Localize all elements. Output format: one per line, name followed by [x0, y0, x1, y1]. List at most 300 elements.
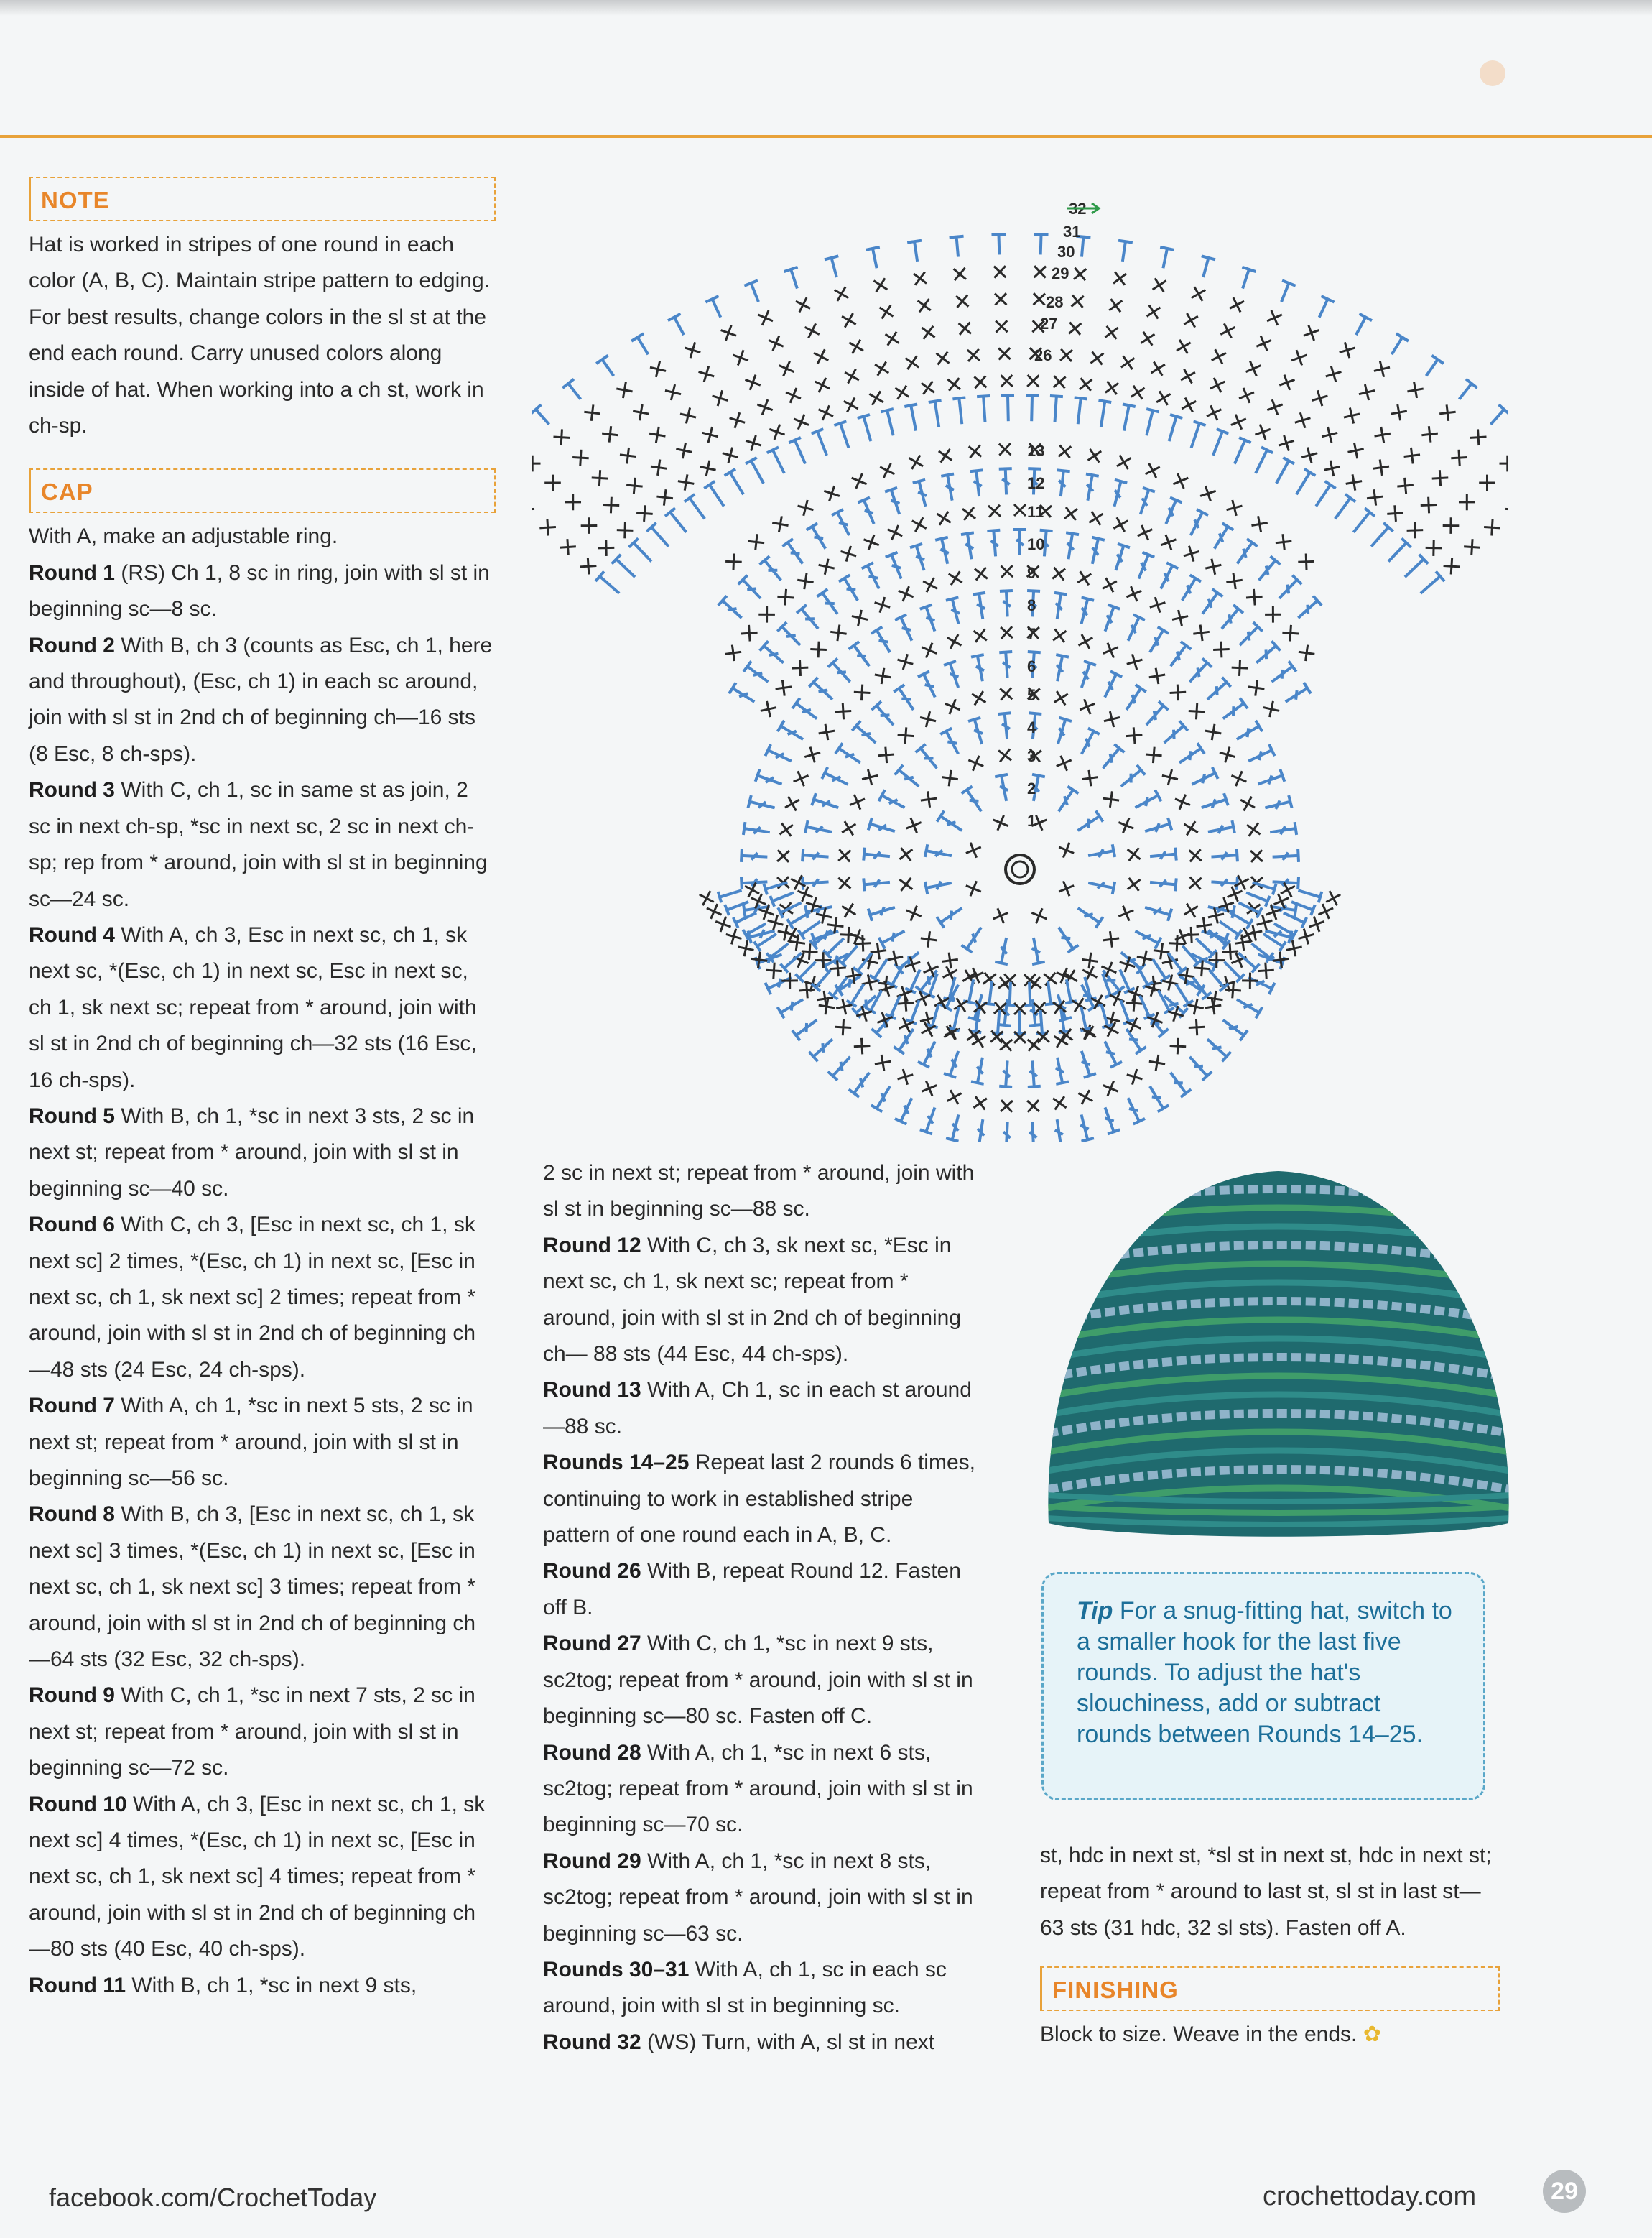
single-crochet-mark — [993, 815, 1008, 831]
extended-stitch-mark — [1233, 721, 1262, 745]
single-crochet-mark — [1059, 881, 1074, 896]
extended-stitch-mark — [1141, 701, 1168, 729]
col2-round-text: 2 sc in next st; repeat from * around, join with sl st in beginning sc—88 sc. — [543, 1161, 975, 1221]
col2-round-label: Round 12 — [543, 1233, 641, 1257]
footer-website[interactable]: crochettoday.com — [1263, 2181, 1477, 2211]
single-crochet-mark — [1173, 473, 1188, 489]
tip-box — [1041, 1572, 1485, 1800]
single-crochet-mark — [794, 771, 809, 786]
round-paragraph — [29, 1207, 496, 1388]
single-crochet-mark — [1189, 1019, 1205, 1036]
brim-stitch-mark — [994, 266, 1006, 277]
single-crochet-mark — [1318, 904, 1333, 919]
brim-stitch-mark — [1439, 404, 1455, 420]
brim-stitch-mark — [1421, 426, 1437, 442]
single-crochet-mark — [1309, 917, 1324, 932]
extended-stitch-mark — [1185, 658, 1212, 686]
extended-stitch-mark — [940, 728, 964, 757]
brim-stitch-mark — [1267, 310, 1282, 325]
extended-stitch-mark — [970, 1008, 984, 1032]
brim-stitch-mark — [685, 494, 710, 523]
brim-stitch-mark — [596, 356, 619, 380]
brim-stitch-mark — [873, 278, 887, 292]
brim-stitch-mark — [769, 425, 784, 440]
round-paragraph — [29, 1678, 496, 1786]
single-crochet-mark — [1273, 952, 1289, 968]
single-crochet-mark — [1248, 680, 1264, 695]
single-crochet-mark — [804, 747, 820, 763]
brim-stitch-mark — [1386, 333, 1409, 358]
extended-stitch-mark — [1042, 981, 1057, 1005]
brim-stitch-mark — [880, 305, 894, 319]
single-crochet-mark — [850, 795, 865, 810]
brim-stitch-mark — [1271, 458, 1294, 486]
brim-stitch-mark — [668, 314, 690, 338]
single-crochet-mark — [1298, 553, 1314, 570]
round-number-label: 9 — [1027, 564, 1036, 582]
brim-stitch-mark — [1109, 299, 1122, 312]
header-ornament — [1480, 60, 1505, 86]
brim-stitch-mark — [1275, 280, 1296, 304]
brim-stitch-mark — [1313, 296, 1335, 320]
single-crochet-mark — [923, 578, 937, 592]
brim-stitch-mark — [819, 405, 833, 420]
single-crochet-mark — [1000, 1039, 1012, 1051]
brim-stitch-mark — [584, 404, 600, 420]
extended-stitch-mark — [944, 661, 965, 690]
brim-stitch-mark — [842, 313, 856, 328]
extended-stitch-mark — [1203, 1035, 1231, 1062]
brim-stitch-mark — [1230, 297, 1244, 312]
extended-stitch-mark — [1061, 979, 1077, 1003]
brim-stitch-mark — [532, 456, 541, 472]
extended-stitch-mark — [852, 721, 880, 747]
extended-stitch-mark — [871, 701, 898, 729]
brim-stitch-mark — [676, 443, 692, 458]
brim-stitch-mark — [996, 320, 1007, 332]
extended-stitch-mark — [1236, 897, 1262, 917]
extended-stitch-mark — [920, 605, 941, 634]
single-crochet-mark — [798, 500, 814, 516]
extended-stitch-mark — [1263, 795, 1291, 814]
single-crochet-mark — [1027, 1100, 1039, 1112]
brim-stitch-mark — [1391, 404, 1407, 420]
single-crochet-mark — [947, 634, 962, 649]
brim-stitch-mark — [1459, 494, 1475, 511]
note-heading-box — [29, 177, 496, 221]
brim-stitch-mark — [1484, 519, 1500, 536]
extended-stitch-mark — [1263, 925, 1291, 943]
extended-stitch-mark — [1122, 1095, 1145, 1124]
brim-stitch-mark — [929, 400, 945, 427]
single-crochet-mark — [1299, 645, 1314, 661]
extended-stitch-mark — [1254, 556, 1281, 584]
extended-stitch-mark — [1155, 563, 1178, 591]
single-crochet-mark — [920, 711, 936, 727]
brim-stitch-mark — [1426, 540, 1442, 556]
round-number-label: 30 — [1057, 243, 1075, 261]
single-crochet-mark — [810, 642, 827, 658]
round-number-label: 32 — [1069, 200, 1087, 218]
brim-stitch-mark — [704, 481, 729, 510]
extended-stitch-mark — [973, 1119, 989, 1142]
single-crochet-mark — [1103, 578, 1117, 592]
brim-stitch-mark — [796, 297, 810, 312]
extended-stitch-mark — [871, 1009, 898, 1037]
single-crochet-mark — [1128, 878, 1141, 891]
single-crochet-mark — [1053, 629, 1066, 642]
extended-stitch-mark — [1121, 1025, 1146, 1054]
extended-stitch-mark — [946, 597, 965, 625]
extended-stitch-mark — [797, 605, 823, 633]
single-crochet-mark — [715, 917, 730, 932]
brim-stitch-mark — [1001, 395, 1015, 421]
extended-stitch-mark — [1133, 552, 1154, 581]
extended-stitch-mark — [1232, 539, 1258, 568]
round-text: With A, ch 3, [Esc in next sc, ch 1, sk next sc] 4 times, *(Esc, ch 1) in next sc, [Esc in next sc, ch 1, sk next sc] 4 times; repeat from * around, join with sl st in 2nd ch of beginning ch—80 sts (40 Esc, 40 ch-sps). — [29, 1792, 486, 1961]
single-crochet-mark — [1276, 534, 1291, 550]
extended-stitch-mark — [973, 593, 989, 620]
col2-round-text: Repeat last 2 rounds 6 times, continuing to work in established stripe pattern of one round each in A, B, C. — [543, 1451, 975, 1548]
brim-stitch-mark — [580, 558, 597, 575]
brim-stitch-mark — [723, 448, 738, 463]
extended-stitch-mark — [812, 793, 840, 814]
extended-stitch-mark — [839, 575, 863, 604]
column-left — [29, 177, 496, 2004]
single-crochet-mark — [830, 625, 846, 641]
single-crochet-mark — [1118, 906, 1133, 921]
brim-stitch-mark — [895, 386, 909, 399]
extended-stitch-mark — [894, 685, 919, 713]
single-crochet-mark — [973, 1096, 986, 1109]
brim-stitch-mark — [680, 407, 696, 423]
single-crochet-mark — [1146, 463, 1160, 478]
brim-stitch-mark — [1416, 571, 1444, 598]
extended-stitch-mark — [802, 875, 829, 889]
col2-round-text: With A, ch 1, *sc in next 6 sts, sc2tog; repeat from * around, join with sl st in beginning sc—70 sc. — [543, 1740, 973, 1837]
brim-stitch-mark — [616, 382, 632, 398]
single-crochet-mark — [899, 878, 912, 891]
single-crochet-mark — [1263, 701, 1279, 717]
brim-stitch-mark — [678, 474, 694, 490]
brim-stitch-mark — [947, 378, 960, 391]
extended-stitch-mark — [1099, 671, 1122, 700]
single-crochet-mark — [1054, 691, 1068, 705]
finishing-text-content: Block to size. Weave in the ends. — [1040, 2022, 1358, 2047]
extended-stitch-mark — [1108, 480, 1127, 508]
page-top-shadow — [0, 0, 1652, 16]
extended-stitch-mark — [1244, 887, 1270, 907]
single-crochet-mark — [969, 445, 982, 458]
single-crochet-mark — [1089, 512, 1103, 525]
brim-stitch-mark — [844, 398, 858, 412]
round-text: With C, ch 3, [Esc in next sc, ch 1, sk next sc] 2 times, *(Esc, ch 1) in next sc, [Esc in next sc, ch 1, sk next sc] 2 times; repeat from * around, join with sl st in 2nd ch of beginning ch—48 sts (24 Esc, 24 ch-sps). — [29, 1213, 476, 1382]
round-label: Round 2 — [29, 633, 115, 657]
single-crochet-mark — [1059, 445, 1072, 458]
single-crochet-mark — [906, 818, 922, 833]
single-crochet-mark — [707, 904, 722, 919]
brim-stitch-mark — [769, 336, 784, 351]
tip-label: Tip — [1077, 1597, 1113, 1624]
single-crochet-mark — [1014, 504, 1026, 516]
single-crochet-mark — [1299, 929, 1314, 945]
brim-stitch-mark — [656, 489, 672, 505]
single-crochet-mark — [838, 877, 850, 889]
brim-stitch-mark — [1074, 268, 1086, 280]
brim-stitch-mark — [733, 350, 748, 365]
brim-stitch-mark — [560, 539, 576, 555]
brim-stitch-mark — [1210, 378, 1225, 392]
brim-stitch-mark — [881, 409, 899, 437]
col2-round-paragraph — [543, 1735, 981, 1844]
extended-stitch-mark — [878, 790, 907, 813]
col2-round-paragraph — [543, 1445, 981, 1553]
brim-stitch-mark — [1163, 415, 1182, 443]
extended-stitch-mark — [792, 698, 821, 724]
extended-stitch-mark — [1132, 790, 1161, 813]
extended-stitch-mark — [1197, 589, 1223, 618]
brim-stitch-mark — [1384, 538, 1411, 565]
brim-stitch-mark — [825, 256, 844, 279]
brim-stitch-mark — [1387, 505, 1403, 522]
extended-stitch-mark — [1185, 509, 1208, 538]
extended-stitch-mark — [802, 849, 829, 863]
extended-stitch-mark — [970, 470, 985, 497]
extended-stitch-mark — [894, 1025, 919, 1054]
round-text: With B, ch 3 (counts as Esc, ch 1, here and throughout), (Esc, ch 1) in each sc around, join with sl st in 2nd ch of beginning ch—16 sts (8 Esc, 8 ch-sps). — [29, 633, 493, 766]
brim-stitch-mark — [1207, 405, 1221, 420]
finishing-heading-box — [1040, 1966, 1500, 2011]
round-paragraph — [29, 1787, 496, 1968]
extended-stitch-mark — [1110, 544, 1130, 573]
brim-stitch-mark — [1182, 398, 1196, 412]
single-crochet-mark — [1001, 1100, 1013, 1112]
extended-stitch-mark — [1000, 1122, 1014, 1142]
brim-stitch-mark — [1156, 391, 1170, 404]
brim-stitch-mark — [1141, 409, 1159, 437]
brim-stitch-mark — [1255, 425, 1270, 440]
single-crochet-mark — [761, 701, 776, 717]
single-crochet-mark — [768, 915, 784, 930]
extended-stitch-mark — [920, 1105, 941, 1134]
extended-stitch-mark — [1272, 849, 1299, 864]
extended-stitch-mark — [1098, 744, 1125, 772]
extended-stitch-mark — [895, 765, 923, 792]
brim-stitch-mark — [786, 388, 801, 403]
single-crochet-mark — [785, 797, 799, 811]
single-crochet-mark — [1247, 823, 1260, 836]
single-crochet-mark — [1127, 654, 1143, 670]
extended-stitch-mark — [937, 811, 965, 836]
brim-stitch-mark — [1348, 443, 1364, 458]
brim-stitch-mark — [649, 427, 665, 443]
round-paragraph — [29, 1099, 496, 1207]
extended-stitch-mark — [778, 897, 804, 917]
cap-intro: With A, make an adjustable ring. — [29, 524, 338, 549]
center-ring — [1006, 855, 1034, 884]
brim-stitch-mark — [1091, 352, 1104, 365]
single-crochet-mark — [1175, 795, 1190, 810]
col2-round-label: Rounds 14–25 — [543, 1451, 690, 1475]
extended-stitch-mark — [1189, 767, 1217, 790]
extended-stitch-mark — [1117, 765, 1145, 792]
single-crochet-mark — [983, 973, 996, 986]
brim-stitch-mark — [907, 241, 924, 263]
brim-stitch-mark — [1001, 375, 1012, 387]
brim-stitch-mark — [1346, 474, 1362, 490]
extended-stitch-mark — [849, 642, 875, 670]
single-crochet-mark — [993, 908, 1008, 923]
extended-stitch-mark — [1219, 698, 1248, 724]
single-crochet-mark — [1227, 500, 1243, 516]
cap-heading: CAP — [41, 478, 93, 506]
round-label: Round 4 — [29, 923, 115, 947]
brim-stitch-mark — [1311, 481, 1336, 510]
brim-stitch-mark — [995, 293, 1006, 305]
brim-stitch-mark — [1374, 361, 1390, 377]
brim-stitch-mark — [1060, 349, 1072, 361]
brim-stitch-mark — [835, 287, 849, 301]
extended-stitch-mark — [1235, 622, 1263, 649]
brim-stitch-mark — [758, 310, 773, 325]
brim-stitch-mark — [1185, 421, 1206, 450]
single-crochet-mark — [1246, 589, 1263, 606]
single-crochet-mark — [1000, 688, 1012, 700]
brim-stitch-mark — [1236, 267, 1256, 291]
extended-stitch-mark — [999, 652, 1013, 678]
footer-facebook[interactable]: facebook.com/CrochetToday — [49, 2183, 377, 2212]
single-crochet-mark — [1001, 626, 1013, 639]
brim-stitch-mark — [959, 323, 971, 335]
single-crochet-mark — [1161, 535, 1176, 550]
brim-stitch-mark — [1373, 460, 1389, 476]
extended-stitch-mark — [868, 901, 897, 921]
brim-stitch-mark — [592, 470, 608, 486]
brim-stitch-mark — [866, 247, 883, 269]
extended-stitch-mark — [878, 925, 907, 949]
round-number-label: 13 — [1027, 442, 1045, 460]
brim-stitch-mark — [815, 378, 830, 392]
single-crochet-mark — [942, 770, 957, 786]
single-crochet-mark — [909, 455, 923, 468]
single-crochet-mark — [1146, 747, 1162, 764]
extended-stitch-mark — [718, 885, 743, 903]
extended-stitch-mark — [1051, 593, 1067, 620]
brim-stitch-mark — [631, 333, 654, 358]
single-crochet-mark — [1232, 660, 1248, 676]
round-paragraph — [29, 628, 496, 773]
single-crochet-mark — [1189, 849, 1202, 861]
single-crochet-mark — [725, 645, 741, 661]
brim-stitch-mark — [1141, 332, 1155, 346]
brim-stitch-mark — [602, 426, 618, 442]
extended-stitch-mark — [741, 849, 768, 864]
single-crochet-mark — [1228, 887, 1243, 902]
single-crochet-mark — [949, 571, 962, 585]
round-label: Round 1 — [29, 560, 115, 585]
brim-stitch-mark — [1432, 470, 1449, 486]
brim-stitch-mark — [1034, 266, 1046, 277]
round-32-continuation: st, hdc in next st, *sl st in next st, hdc in next st; repeat from * around to last st, sl st in last st—63 sts (31 hdc, 32 sl sts). Fasten off A. — [1040, 1844, 1492, 1940]
brim-stitch-mark — [1229, 438, 1251, 466]
brim-stitch-mark — [869, 391, 883, 404]
round-number-label: 1 — [1027, 812, 1036, 830]
single-crochet-mark — [1077, 571, 1091, 585]
extended-stitch-mark — [1132, 925, 1161, 949]
single-crochet-mark — [776, 680, 792, 695]
extended-stitch-mark — [765, 744, 794, 767]
round-text: With A, ch 3, Esc in next sc, ch 1, sk next sc, *(Esc, ch 1) in next sc, Esc in next sc, ch 1, sk next sc; repeat from * around, join with sl st in 2nd ch of beginning ch—32 sts (16 Esc, 16 ch-sps). — [29, 923, 477, 1092]
column-right — [1040, 1838, 1500, 2053]
brim-stitch-mark — [746, 435, 761, 451]
extended-stitch-mark — [1134, 488, 1155, 517]
extended-stitch-mark — [1160, 721, 1188, 747]
brim-stitch-mark — [1027, 375, 1039, 387]
brim-stitch-mark — [1279, 375, 1294, 390]
brim-stitch-mark — [1359, 384, 1375, 400]
brim-stitch-mark — [1324, 461, 1340, 476]
extended-stitch-mark — [792, 1014, 821, 1040]
col2-round-text: With A, Ch 1, sc in each st around—88 sc. — [543, 1378, 972, 1438]
brim-stitch-mark — [603, 497, 620, 514]
brim-stitch-mark — [1054, 376, 1066, 388]
single-crochet-mark — [1031, 908, 1047, 923]
brim-stitch-mark — [1034, 293, 1045, 305]
brim-stitch-mark — [1181, 369, 1195, 384]
brim-stitch-mark — [1153, 278, 1166, 292]
single-crochet-mark — [1078, 634, 1092, 649]
brim-stitch-mark — [1147, 305, 1161, 319]
brim-stitch-mark — [974, 376, 986, 388]
extended-stitch-mark — [1289, 897, 1315, 915]
brim-stitch-mark — [1105, 382, 1118, 394]
round-label: Round 9 — [29, 1683, 115, 1708]
brim-stitch-mark — [1421, 497, 1437, 514]
single-crochet-mark — [741, 625, 758, 642]
extended-stitch-mark — [1144, 627, 1169, 656]
extended-stitch-mark — [1081, 474, 1098, 502]
extended-stitch-mark — [743, 822, 771, 838]
brim-stitch-mark — [1375, 427, 1391, 443]
extended-stitch-mark — [910, 544, 930, 573]
brim-stitch-mark — [834, 421, 855, 450]
col2-round-label: Round 27 — [543, 1632, 641, 1656]
extended-stitch-mark — [885, 488, 906, 517]
single-crochet-mark — [1205, 559, 1221, 575]
note-heading: NOTE — [41, 187, 110, 213]
brim-stitch-mark — [1344, 407, 1360, 423]
single-crochet-mark — [726, 929, 742, 945]
round-paragraph — [29, 917, 496, 1099]
col2-round-paragraph — [543, 2025, 981, 2061]
single-crochet-mark — [1126, 586, 1141, 601]
col2-round-text: With A, ch 1, sc in each sc around, join with sl st in beginning sc. — [543, 1957, 947, 2018]
extended-stitch-mark — [937, 902, 965, 928]
extended-stitch-mark — [738, 575, 766, 603]
extended-stitch-mark — [916, 744, 942, 772]
extended-stitch-mark — [748, 795, 776, 814]
col2-round-label: Round 32 — [543, 2030, 641, 2054]
single-crochet-mark — [777, 589, 794, 606]
brim-stitch-mark — [1220, 323, 1235, 338]
single-crochet-mark — [1205, 724, 1221, 740]
brim-stitch-mark — [633, 404, 649, 420]
single-crochet-mark — [1172, 610, 1188, 626]
single-crochet-mark — [922, 643, 937, 658]
extended-stitch-mark — [1053, 924, 1078, 953]
single-crochet-mark — [898, 654, 914, 670]
single-crochet-mark — [725, 553, 742, 570]
